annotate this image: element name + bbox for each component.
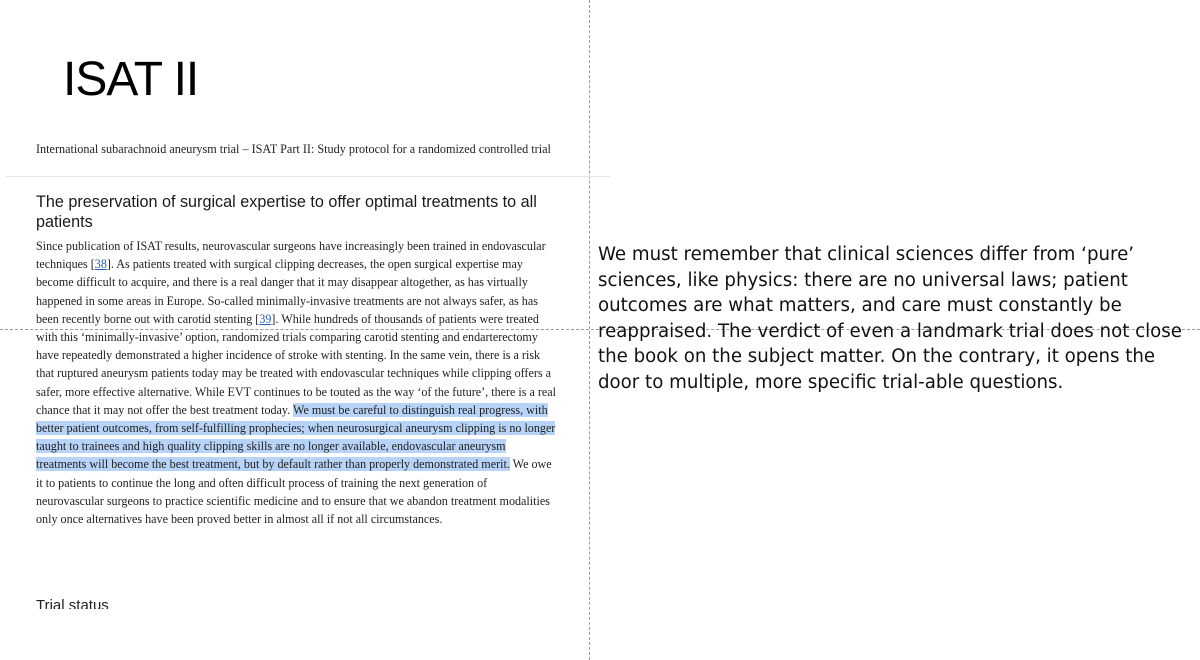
trial-status-heading: Trial status <box>36 597 109 609</box>
vertical-guide-line <box>589 0 590 660</box>
paragraph-text: ]. As patients treated with surgical clipping decreases, the open surgical expertise may become difficult to acquire, and there is a real danger that it may disappear altogether, as has virtually happened in some areas in Europe. So-called minimally-invasive treatments are not always safer, as has been recently borne out with carotid stenting [ <box>36 257 538 326</box>
paper-running-head: International subarachnoid aneurysm trial – ISAT Part II: Study protocol for a randomized controlled trial <box>36 142 551 156</box>
paragraph-text: Since publication of ISAT results, neurovascular surgeons have increasingly been trained in endovascular techniques [ <box>36 239 546 272</box>
commentary-text: We must remember that clinical sciences differ from ‘pure’ sciences, like physics: there are no universal laws; patient outcomes are what matters, and care must constantly be reappraised. The verdict of even a landmark trial does not close the book on the subject matter. On the contrary, it opens the door to multiple, more specific trial-able questions. <box>598 244 1182 393</box>
paragraph-text: We owe it to patients to continue the long and often difficult process of training the next generation of neurovascular surgeons to practice scientific medicine and to ensure that we abandon treatment modalities only once alternatives have been proved better in almost all if not all circumstances. <box>36 457 552 527</box>
reference-link-38[interactable]: 38 <box>94 257 107 272</box>
section-heading: The preservation of surgical expertise to offer optimal treatments to all patients <box>36 193 537 231</box>
reference-link-39[interactable]: 39 <box>259 311 272 326</box>
slide-title: ISAT II <box>63 53 199 106</box>
header-divider <box>6 176 610 177</box>
paper-paragraph <box>36 237 556 528</box>
highlighted-text: We must be careful to distinguish real progress, with better patient outcomes, from self-fulfilling prophecies; when neurosurgical aneurysm clipping is no longer taught to trainees and high quality clipping skills are no longer available, endovascular aneurysm treatments will become the best treatment, but by default rather than properly demonstrated merit. <box>36 402 556 472</box>
paragraph-text: ]. While hundreds of thousands of patients were treated with this ‘minimally-invasive’ option, randomized trials comparing carotid stenting and endarterectomy have repeatedly demonstrated a higher incidence of stroke with stenting. In the same vein, there is a risk that ruptured aneurysm patients today may be treated with endovascular techniques while clipping offers a safer, more effective alternative. While EVT continues to be touted as the way ‘of the future’, there is a real chance that it may not offer the best treatment today. <box>36 311 557 417</box>
